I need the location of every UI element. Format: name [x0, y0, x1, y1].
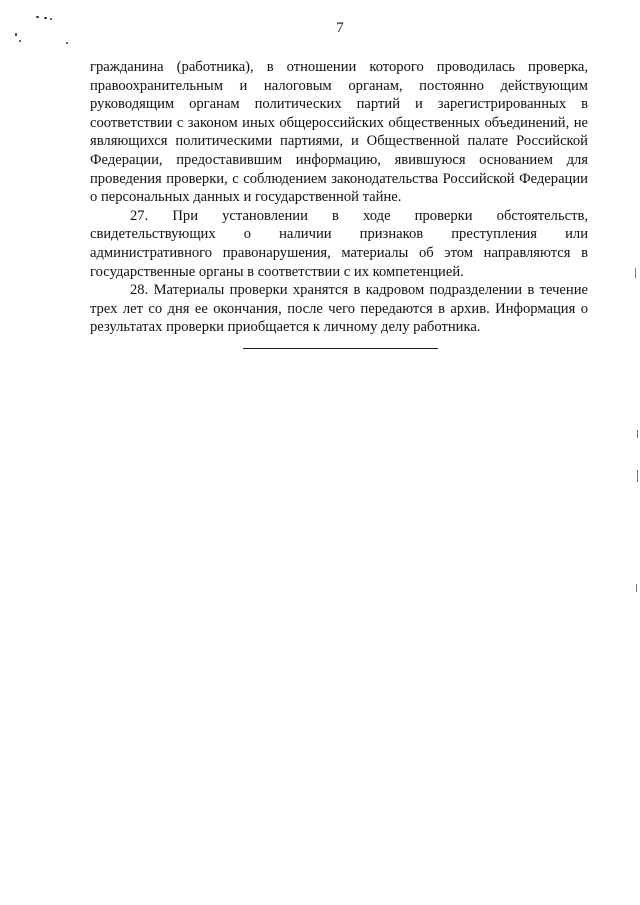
document-body	[90, 58, 588, 337]
paragraph-continuation: гражданина (работника), в отношении которого проводилась проверка, правоохранительным и налоговым органам, постоянно действующим руководящим органам политических партий и зарегистрированных в соответствии с законом иных общероссийских общественных объединений, не являющихся политическими партиями, и Общественной палате Российской Федерации, предоставившим информацию, явившуюся основанием для проведения проверки, с соблюдением законодательства Российской Федерации о персональных данных и государственной тайне.	[90, 59, 588, 206]
scan-edge-mark	[637, 470, 638, 482]
scan-edge-mark	[635, 268, 636, 278]
scan-speck	[66, 42, 68, 44]
end-of-document-rule	[243, 348, 438, 349]
scan-edge-mark	[637, 430, 638, 438]
page-number: 7	[336, 20, 344, 36]
scan-edge-mark	[636, 584, 637, 592]
paragraph-27: 27. При установлении в ходе проверки обстоятельств, свидетельствующих о наличии признаков преступления или административного правонарушения, материалы об этом направляются в государственные органы в соответствии с их компетенцией.	[90, 207, 588, 280]
paragraph-28: 28. Материалы проверки хранятся в кадровом подразделении в течение трех лет со дня ее окончания, после чего передаются в архив. Информация о результатах проверки приобщается к личному делу работника.	[90, 282, 588, 336]
scan-speck	[19, 40, 21, 42]
scan-speck	[36, 16, 39, 18]
